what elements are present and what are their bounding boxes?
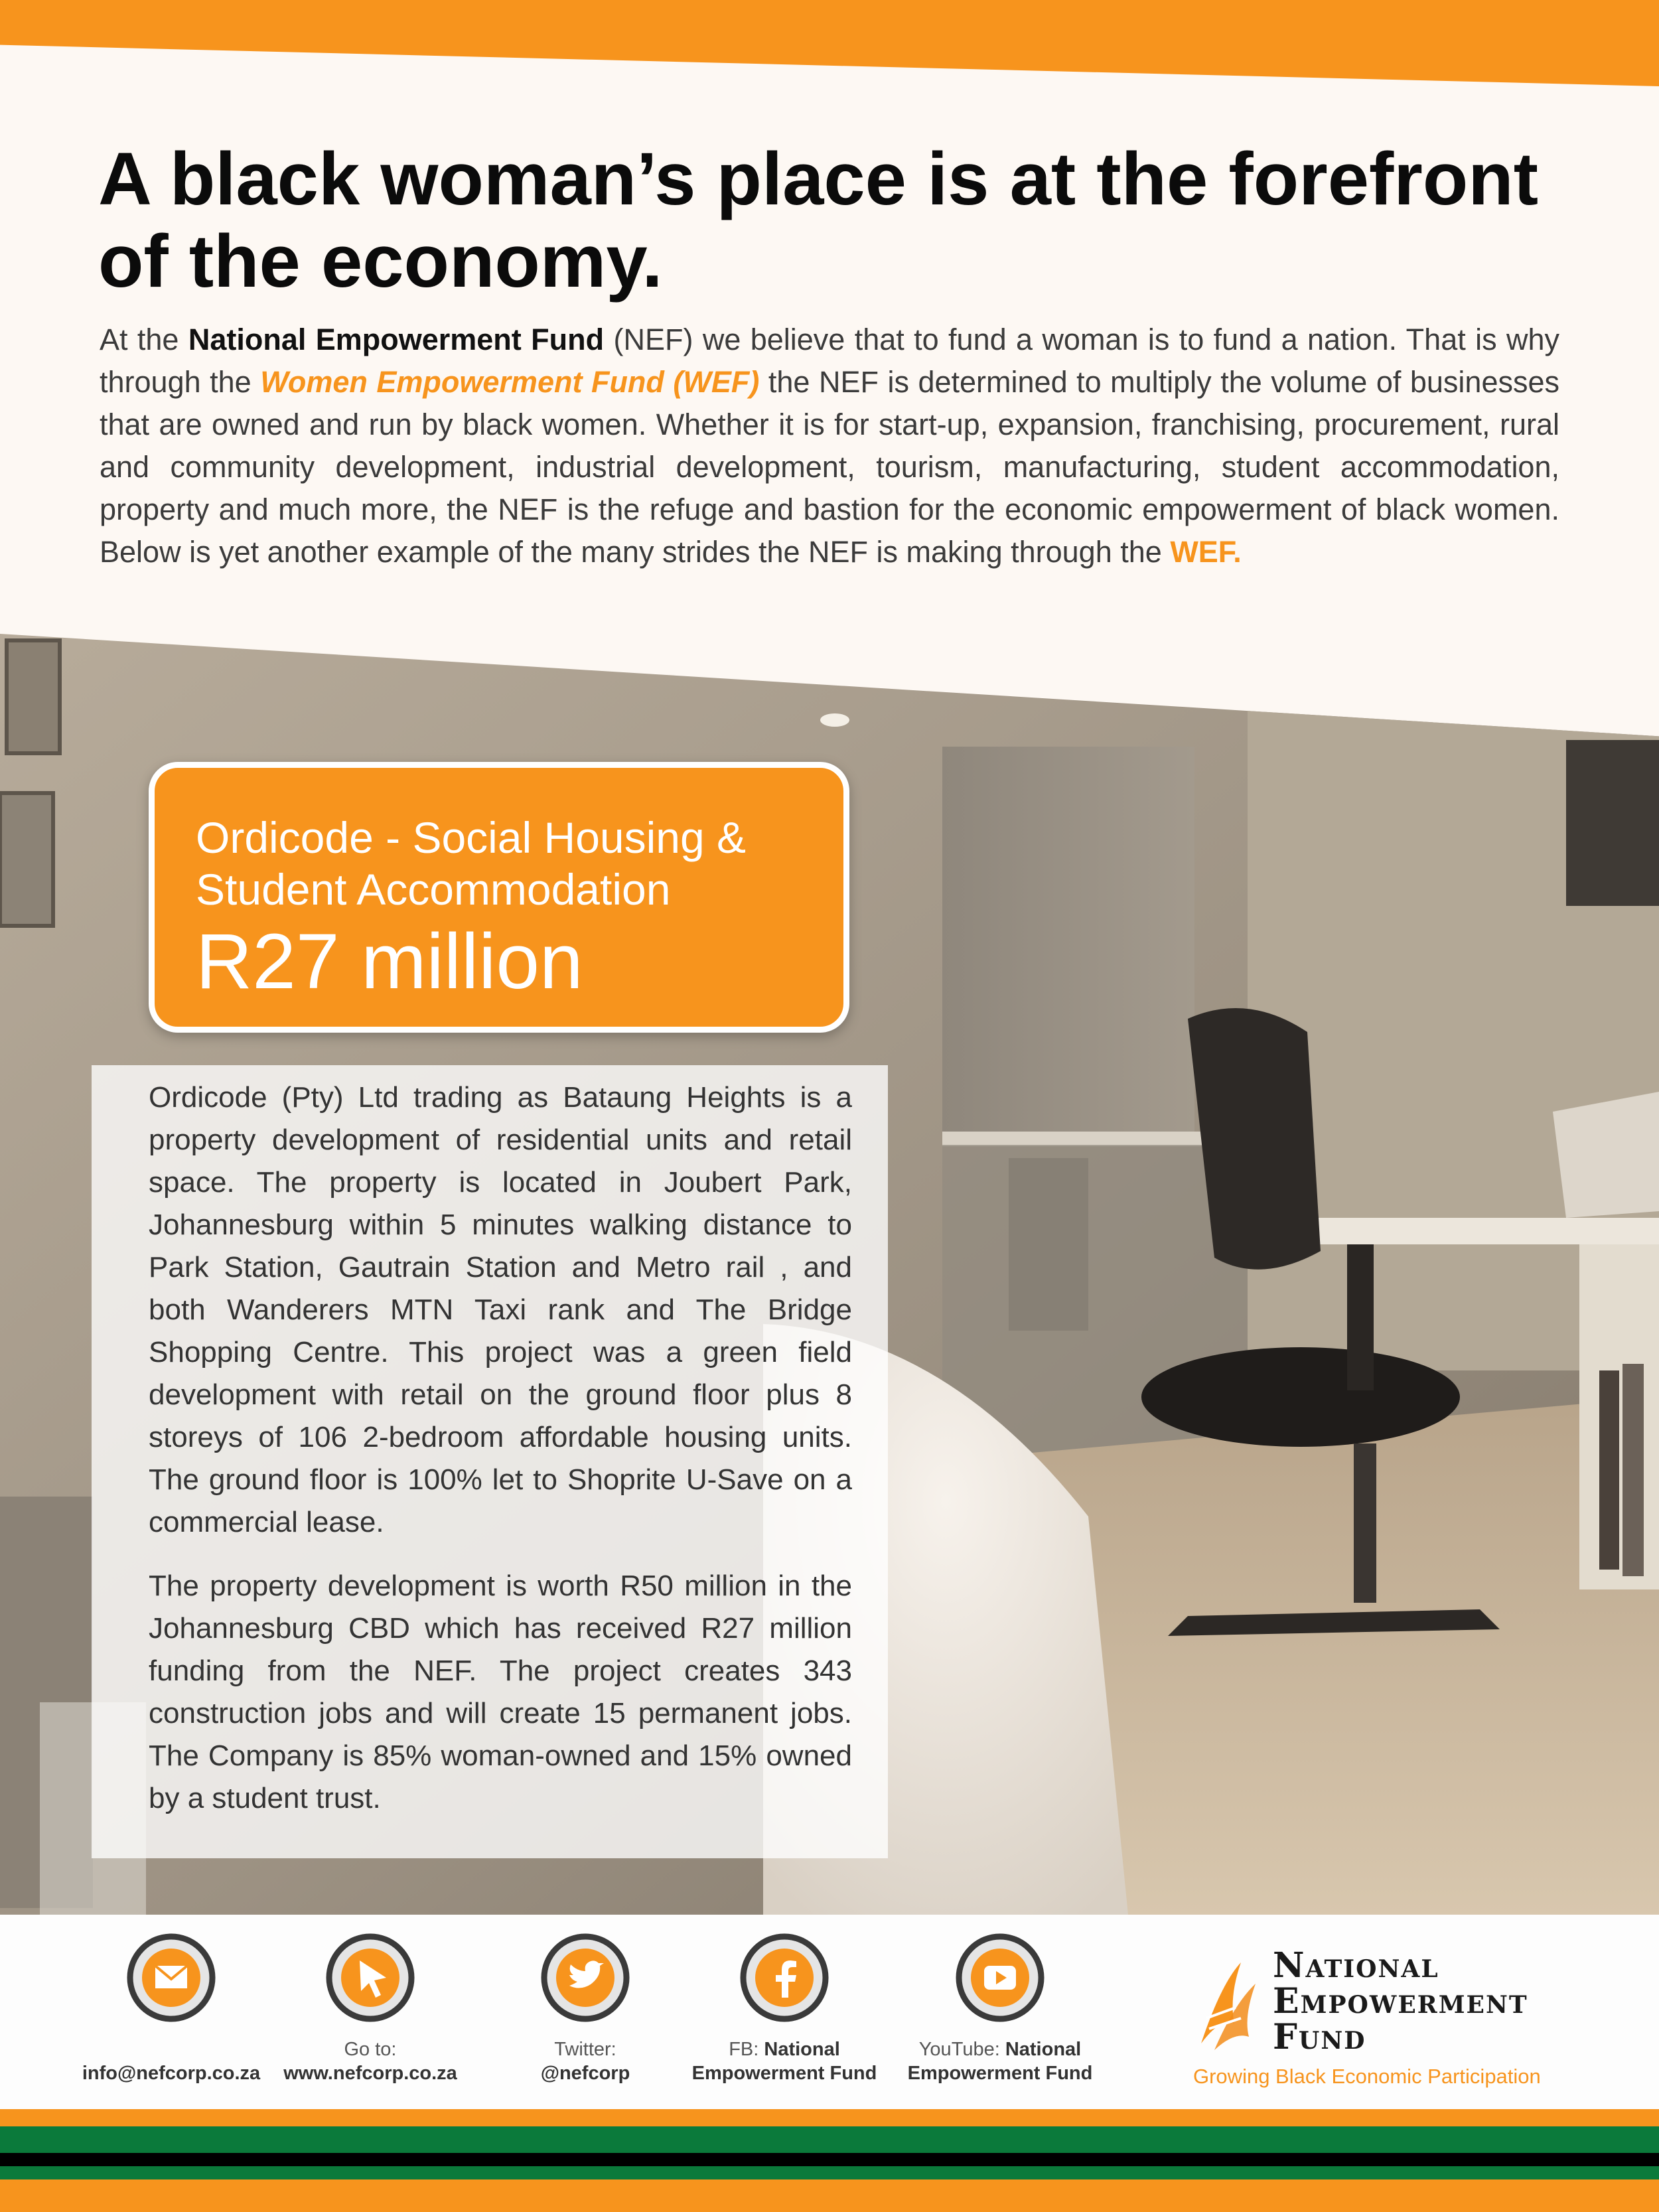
facebook-icon <box>739 1933 830 2023</box>
laptop <box>1553 1092 1659 1218</box>
tv-screen <box>1566 740 1659 906</box>
project-description <box>149 1076 852 1841</box>
intro-text-1: At the <box>100 323 188 356</box>
cursor-icon <box>325 1933 415 2023</box>
project-paragraph-2: The property development is worth R50 million in the Johannesburg CBD which has received R27 million funding from the NEF. The project creates 343 construction jobs and will create 15 permanent jobs. The Company is 85% woman-owned and 15% owned by a student trust. <box>149 1570 852 1814</box>
twitter-icon <box>540 1933 630 2023</box>
website-label-top: Go to: <box>344 2039 397 2060</box>
nef-logo <box>1188 1945 1586 2088</box>
project-title-line-1: Ordicode - Social Housing & <box>196 813 747 862</box>
logo-line-2: Empowerment <box>1273 1981 1528 2022</box>
contact-email[interactable] <box>72 1933 271 2085</box>
bottom-stripe-green <box>0 2126 1659 2153</box>
intro-program-name: Women Empowerment Fund (WEF) <box>260 365 760 399</box>
project-paragraph-1: Ordicode (Pty) Ltd trading as Bataung Heights is a property development of residential units and retail space. The property is located in Joubert Park, Johannesburg within 5 minutes walking distance to Park Station, Gautrain Station and Metro rail , and both Wanderers MTN Taxi rank and The Bridge Shopping Centre. This project was a green field development with retail on the ground floor plus 8 storeys of 106 2-bedroom affordable housing units. The ground floor is 100% let to Shoprite U-Save on a commercial lease. <box>149 1081 852 1538</box>
project-title-line-2: Student Accommodation <box>196 865 671 914</box>
headline <box>98 138 1578 303</box>
desk-top <box>1301 1218 1659 1244</box>
logo-line-1: National <box>1273 1945 1439 1986</box>
book-1 <box>1599 1370 1619 1570</box>
bottom-stripe-orange-2 <box>0 2179 1659 2212</box>
chair-post <box>1354 1443 1376 1603</box>
project-title <box>196 812 806 915</box>
headline-line-2: of the economy. <box>98 220 663 303</box>
logo-name <box>1273 1945 1528 2057</box>
bottom-stripe-black <box>0 2153 1659 2166</box>
wall-picture-1 <box>7 640 60 753</box>
contact-facebook[interactable] <box>685 1933 884 2085</box>
book-2 <box>1623 1364 1644 1576</box>
facebook-page-name[interactable]: Empowerment Fund <box>691 2063 877 2084</box>
twitter-label-top: Twitter: <box>554 2039 616 2060</box>
facebook-label-strong: National <box>764 2039 840 2060</box>
project-headline-card <box>149 762 849 1033</box>
youtube-icon <box>955 1933 1045 2023</box>
bottom-stripe-orange <box>0 2109 1659 2126</box>
contact-youtube[interactable] <box>901 1933 1100 2085</box>
facebook-label-prefix: FB: <box>729 2039 764 2060</box>
logo-tagline: Growing Black Economic Participation <box>1193 2065 1541 2088</box>
wall-picture-2 <box>0 793 53 926</box>
contact-website[interactable] <box>271 1933 470 2085</box>
top-orange-band <box>0 0 1659 86</box>
kitchen-cabinets <box>942 747 1194 1132</box>
contact-twitter[interactable] <box>486 1933 685 2085</box>
youtube-label-strong: National <box>1005 2039 1082 2060</box>
project-funding-amount: R27 million <box>196 918 583 1005</box>
email-label[interactable]: info@nefcorp.co.za <box>82 2063 261 2084</box>
intro-text-3: the NEF is determined to multiply the volume of businesses that are owned and run by black women. Whether it is for start-up, expansion, franchising, procurement, rural and community development, industrial development, tourism, manufacturing, student accommodation, property and much more, the NEF is the refuge and bastion for the economic empowerment of black women. Below is yet another example of the many strides the NEF is making through the <box>100 365 1560 569</box>
website-label[interactable]: www.nefcorp.co.za <box>283 2063 457 2084</box>
chair-armrest <box>1347 1244 1374 1390</box>
flame-logo-icon <box>1194 1957 1261 2057</box>
intro-paragraph <box>100 319 1559 573</box>
youtube-label-prefix: YouTube: <box>918 2039 1005 2060</box>
intro-program-short: WEF. <box>1170 535 1242 569</box>
intro-text-2: (NEF) we believe that to fund a woman is to fund a nation. That is why through the <box>100 323 1559 399</box>
twitter-handle[interactable]: @nefcorp <box>540 2063 630 2084</box>
headline-line-1: A black woman’s place is at the forefront <box>98 137 1538 220</box>
logo-line-3: Fund <box>1273 2017 1366 2057</box>
bottom-stripe-green-2 <box>0 2166 1659 2179</box>
chair-seat <box>1141 1347 1460 1447</box>
youtube-channel-name[interactable]: Empowerment Fund <box>907 2063 1093 2084</box>
email-icon <box>126 1933 216 2023</box>
ceiling-light <box>820 713 849 727</box>
intro-org-name: National Empowerment Fund <box>188 323 605 356</box>
